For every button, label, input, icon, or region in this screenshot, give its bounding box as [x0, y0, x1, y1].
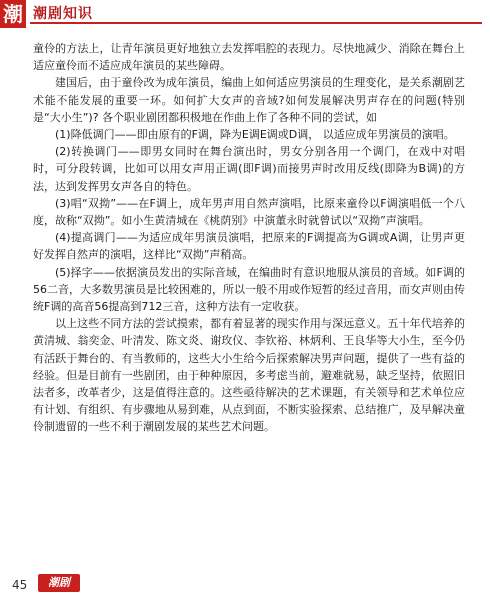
paragraph: (4)提高调门——为适应成年男演员演唱，把原来的F调提高为G调或A调，让男声更好发挥自然声的演唱，这样比“双拗”声稍高。	[33, 231, 465, 262]
header-divider	[30, 22, 482, 24]
paragraph: 童伶的方法上，让青年演员更好地独立去发挥唱腔的表现力。尽快地减少、消除在舞台上适应童伶而不适应成年演员的某些障碍。	[33, 42, 465, 73]
page-header	[0, 0, 490, 24]
section-title: 潮剧知识	[33, 6, 93, 22]
page-number: 45	[12, 578, 28, 592]
paragraph: 以上这些不同方法的尝试摸索，都有着显著的现实作用与深远意义。五十年代培养的黄清城、翁奕金、叶清发、陈文炎、谢玫仪、李钦裕、林炳利、王良华等大小生，至今仍有活跃于舞台的、有当教师的，这些大小生给今后探索解决男声问题，提供了一些有益的经验。但是目前有一些剧团，由于种种原因，多考虑当前，避难就易，缺乏坚持，依照旧法者多，改革者少，这是值得注意的。这些亟待解决的艺术课题，有关领导和艺术单位应有计划、有组织、有步骤地从易到难，从点到面，不断实验探索、总结推广，及早解决童伶制遗留的一些不利于潮剧发展的某些艺术问题。	[33, 317, 465, 434]
chaoju-logo: 潮	[0, 0, 26, 28]
paragraph: (2)转换调门——即男女同时在舞台演出时，男女分别各用一个调门，在戏中对唱时，可分段转调，比如可以用女声用正调(即F调)而接男声时改用反线(即降为B调)的方法，达到发挥男女声各自的特色。	[33, 145, 465, 193]
paragraph: (3)唱“双拗”——在F调上，成年男声用自然声演唱，比原来童伶以F调演唱低一个八度，故称“双拗”。如小生黄清城在《桃荫别》中演董永时就曾试以“双拗”声演唱。	[33, 196, 465, 228]
paragraph: (5)择字——依据演员发出的实际音域，在编曲时有意识地服从演员的音域。如F调的56二音，大多数男演员是比较困难的，所以一般不用或作短暂的经过音用，而女声则由传统F调的高音56提高到712三音，这种方法有一定收获。	[33, 265, 465, 314]
article-body	[33, 40, 465, 436]
footer-logo: 潮剧	[38, 574, 80, 592]
paragraph: (1)降低调门——即由原有的F调，降为E调E调或D调， 以适应成年男演员的演唱。	[55, 128, 455, 142]
paragraph: 建国后，由于童伶改为成年演员，编曲上如何适应男演员的生理变化，是关系潮剧艺术能不能发展的重要一环。如何扩大女声的音域?如何发展解决男声存在的问题(特别是“大小生”)? 各个职业剧团都积极地在作曲上作了各种不同的尝试，如	[33, 76, 465, 124]
